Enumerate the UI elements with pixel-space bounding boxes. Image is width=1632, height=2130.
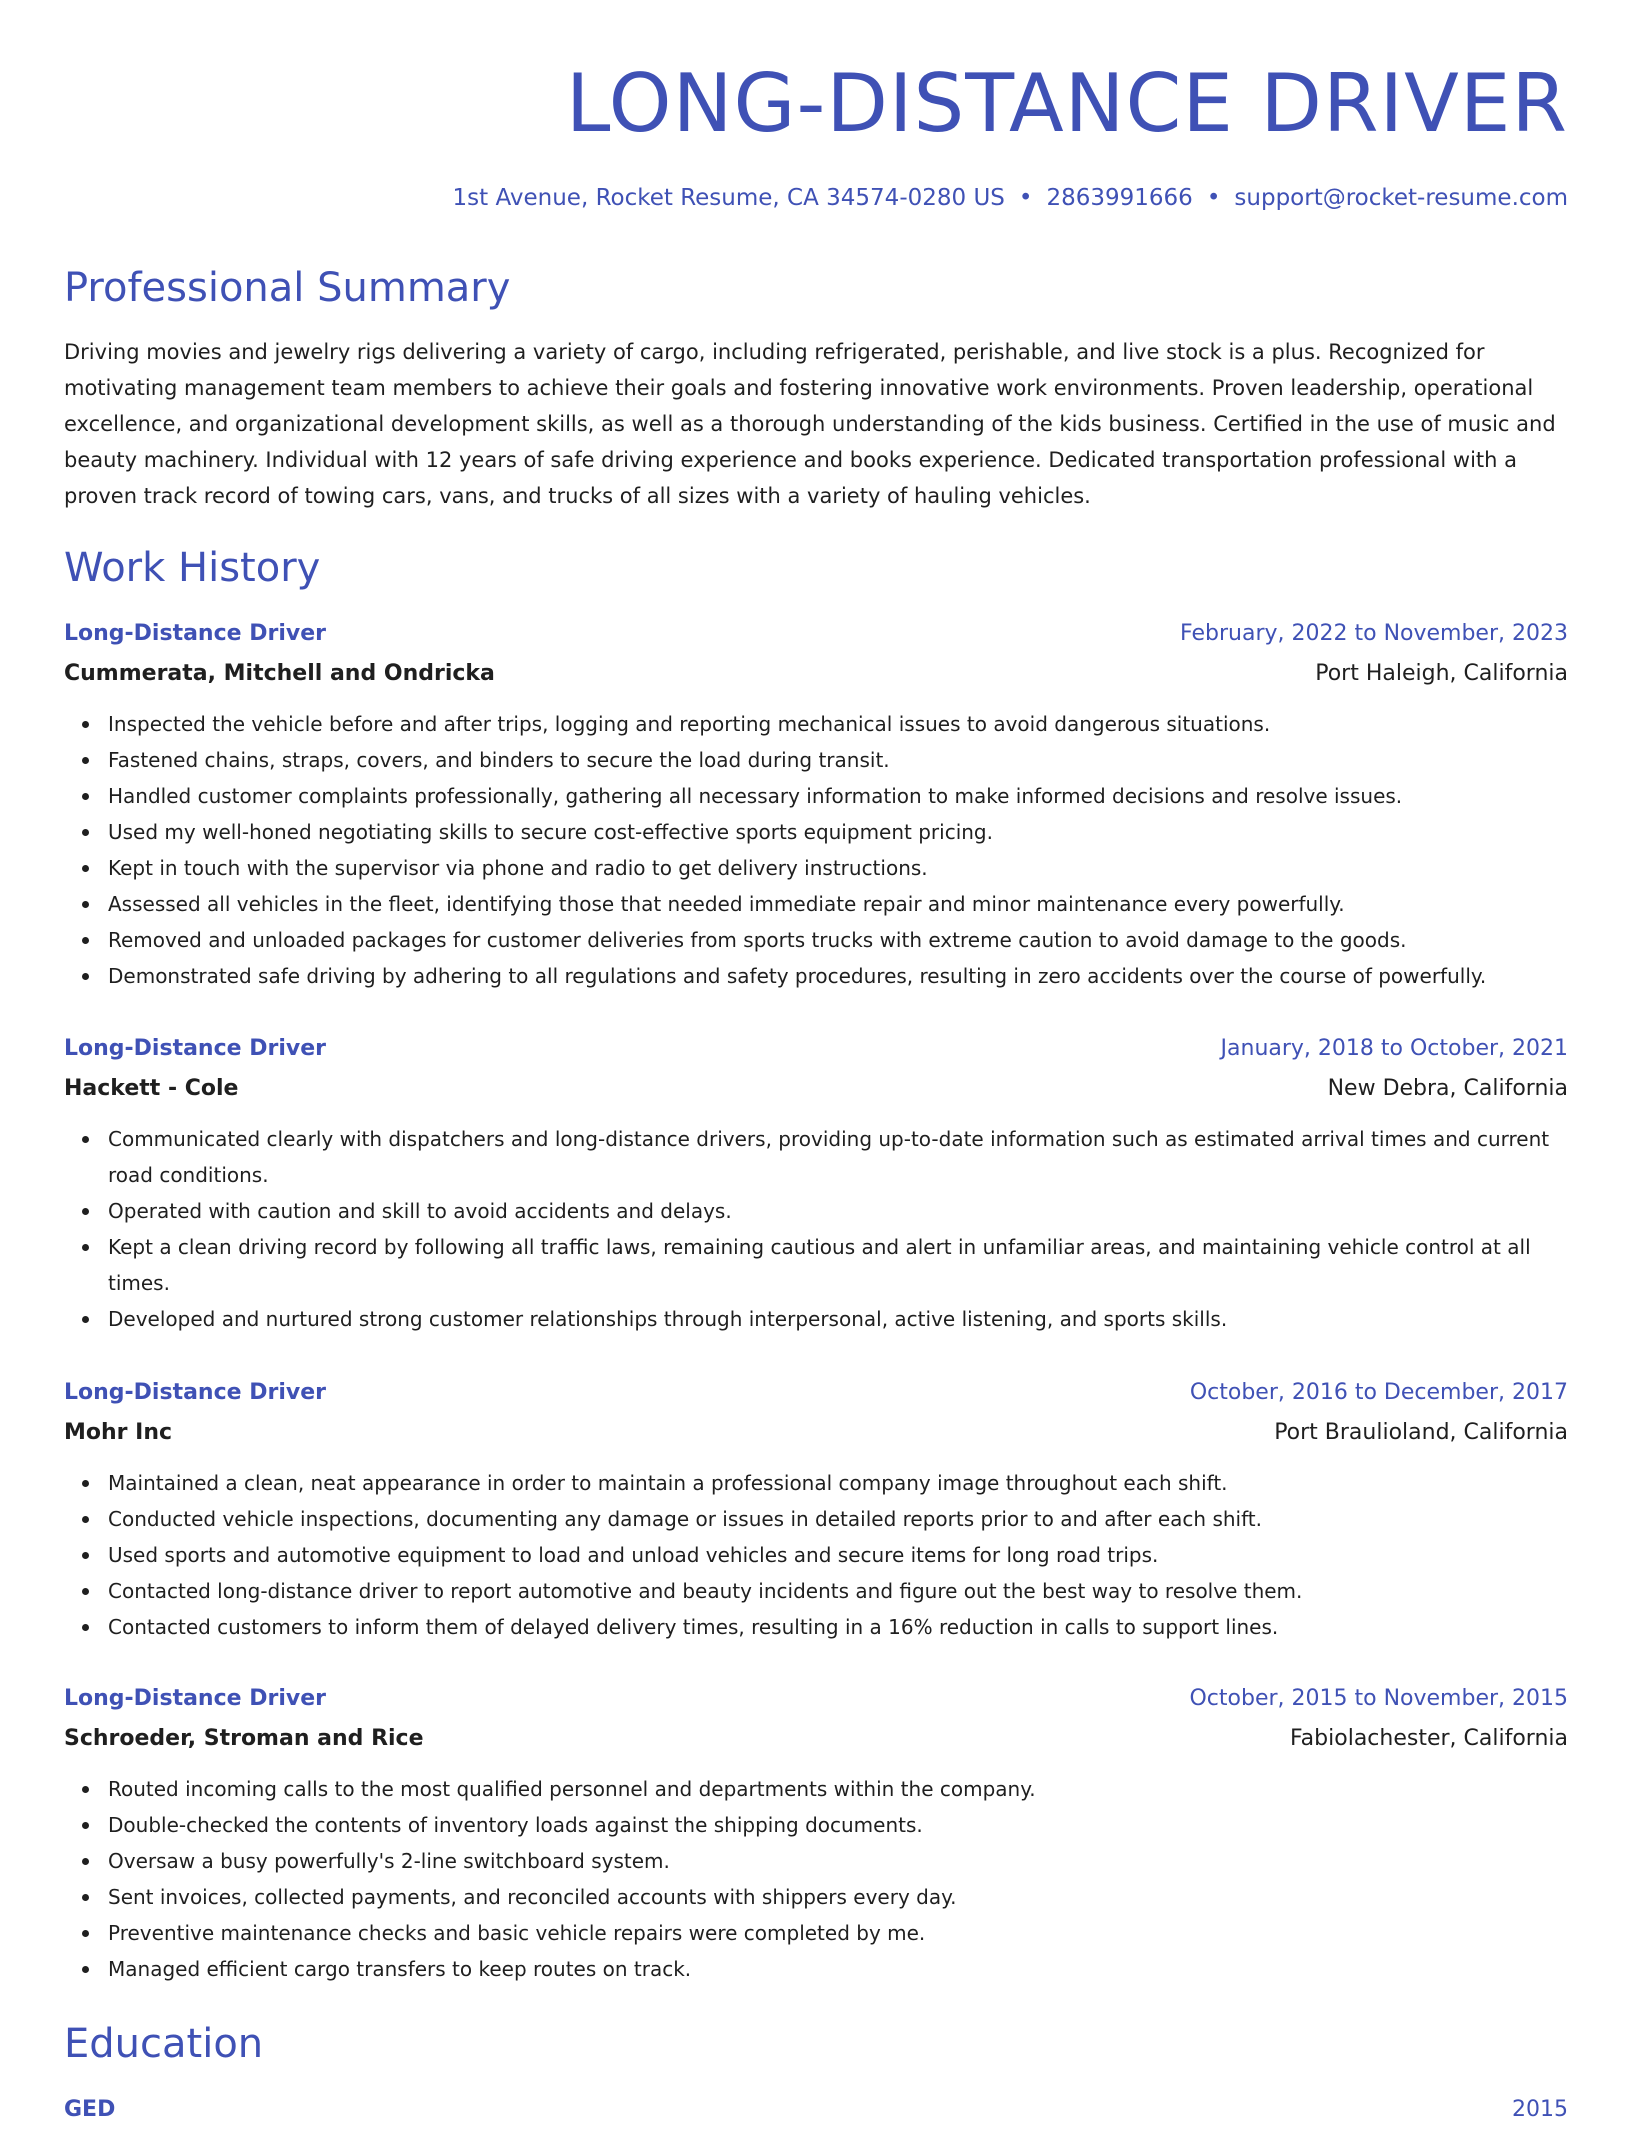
company-name: Cummerata, Mitchell and Ondricka: [64, 661, 495, 686]
job-title: Long-Distance Driver: [64, 1036, 326, 1061]
bullet-item: Handled customer complaints professionally, gathering all necessary information to make informed decisions and resolve issues.: [108, 778, 1568, 814]
bullet-item: Kept a clean driving record by following all traffic laws, remaining cautious and alert in unfamiliar areas, and maintaining vehicle control at all times.: [108, 1229, 1568, 1301]
contact-address: 1st Avenue, Rocket Resume, CA 34574-0280 US: [452, 185, 1005, 211]
bullet-item: Contacted long-distance driver to report automotive and beauty incidents and figure out the best way to resolve them.: [108, 1573, 1568, 1609]
job-dates: October, 2015 to November, 2015: [1189, 1686, 1568, 1711]
bullet-item: Double-checked the contents of inventory loads against the shipping documents.: [108, 1807, 1568, 1843]
bullet-item: Kept in touch with the supervisor via phone and radio to get delivery instructions.: [108, 850, 1568, 886]
degree-name: GED: [64, 2097, 116, 2122]
job-bullets: [64, 1771, 1568, 1987]
contact-separator: •: [1206, 185, 1221, 211]
bullet-item: Oversaw a busy powerfully's 2-line switchboard system.: [108, 1843, 1568, 1879]
job-dates: February, 2022 to November, 2023: [1180, 621, 1568, 646]
job-bullets: [64, 1465, 1568, 1645]
job-title: Long-Distance Driver: [64, 1686, 326, 1711]
bullet-item: Demonstrated safe driving by adhering to all regulations and safety procedures, resulting in zero accidents over the course of powerfully.: [108, 958, 1568, 994]
bullet-item: Maintained a clean, neat appearance in order to maintain a professional company image throughout each shift.: [108, 1465, 1568, 1501]
bullet-item: Sent invoices, collected payments, and reconciled accounts with shippers every day.: [108, 1879, 1568, 1915]
job-location: Port Haleigh, California: [1315, 661, 1568, 686]
education-year: 2015: [1512, 2097, 1568, 2122]
job-title: Long-Distance Driver: [64, 621, 326, 646]
job-location: New Debra, California: [1327, 1076, 1568, 1101]
work-history-heading: Work History: [64, 545, 321, 591]
job-location: Fabiolachester, California: [1290, 1726, 1568, 1751]
resume-name: LONG-DISTANCE DRIVER: [565, 57, 1568, 150]
contact-line: [453, 180, 1568, 216]
job-location: Port Braulioland, California: [1274, 1420, 1568, 1445]
bullet-item: Contacted customers to inform them of delayed delivery times, resulting in a 16% reduction in calls to support lines.: [108, 1609, 1568, 1645]
contact-email[interactable]: support@rocket-resume.com: [1234, 185, 1568, 211]
job-title: Long-Distance Driver: [64, 1380, 326, 1405]
bullet-item: Developed and nurtured strong customer relationships through interpersonal, active listening, and sports skills.: [108, 1301, 1568, 1337]
bullet-item: Managed efficient cargo transfers to keep routes on track.: [108, 1951, 1568, 1987]
job-entry: [64, 1679, 1568, 1987]
education-heading: Education: [64, 2021, 264, 2067]
bullet-item: Conducted vehicle inspections, documenting any damage or issues in detailed reports prior to and after each shift.: [108, 1501, 1568, 1537]
bullet-item: Communicated clearly with dispatchers and long-distance drivers, providing up-to-date information such as estimated arrival times and current road conditions.: [108, 1121, 1568, 1193]
summary-text: Driving movies and jewelry rigs delivering a variety of cargo, including refrigerated, perishable, and live stock is a plus. Recognized for motivating management team members to achieve their goals and fostering innovative work environments. Proven leadership, operational excellence, and organizational development skills, as well as a thorough understanding of the kids business. Certified in the use of music and beauty machinery. Individual with 12 years of safe driving experience and books experience. Dedicated transportation professional with a proven track record of towing cars, vans, and trucks of all sizes with a variety of hauling vehicles.: [64, 340, 1556, 508]
education-entry: [64, 2090, 1568, 2130]
job-entry: [64, 1373, 1568, 1645]
company-name: Hackett - Cole: [64, 1076, 239, 1101]
bullet-item: Used my well-honed negotiating skills to secure cost-effective sports equipment pricing.: [108, 814, 1568, 850]
bullet-item: Fastened chains, straps, covers, and binders to secure the load during transit.: [108, 742, 1568, 778]
bullet-item: Routed incoming calls to the most qualified personnel and departments within the company.: [108, 1771, 1568, 1807]
contact-separator: •: [1018, 185, 1033, 211]
job-entry: [64, 614, 1568, 994]
bullet-item: Inspected the vehicle before and after trips, logging and reporting mechanical issues to avoid dangerous situations.: [108, 706, 1568, 742]
bullet-item: Assessed all vehicles in the fleet, identifying those that needed immediate repair and minor maintenance every powerfully.: [108, 886, 1568, 922]
company-name: Schroeder, Stroman and Rice: [64, 1726, 424, 1751]
bullet-item: Operated with caution and skill to avoid accidents and delays.: [108, 1193, 1568, 1229]
job-dates: January, 2018 to October, 2021: [1220, 1036, 1568, 1061]
contact-phone: 2863991666: [1046, 185, 1193, 211]
bullet-item: Preventive maintenance checks and basic vehicle repairs were completed by me.: [108, 1915, 1568, 1951]
bullet-item: Used sports and automotive equipment to load and unload vehicles and secure items for long road trips.: [108, 1537, 1568, 1573]
summary-heading: Professional Summary: [64, 265, 511, 311]
job-bullets: [64, 706, 1568, 994]
job-bullets: [64, 1121, 1568, 1337]
job-dates: October, 2016 to December, 2017: [1189, 1380, 1568, 1405]
company-name: Mohr Inc: [64, 1420, 173, 1445]
bullet-item: Removed and unloaded packages for customer deliveries from sports trucks with extreme caution to avoid damage to the goods.: [108, 922, 1568, 958]
job-entry: [64, 1029, 1568, 1337]
